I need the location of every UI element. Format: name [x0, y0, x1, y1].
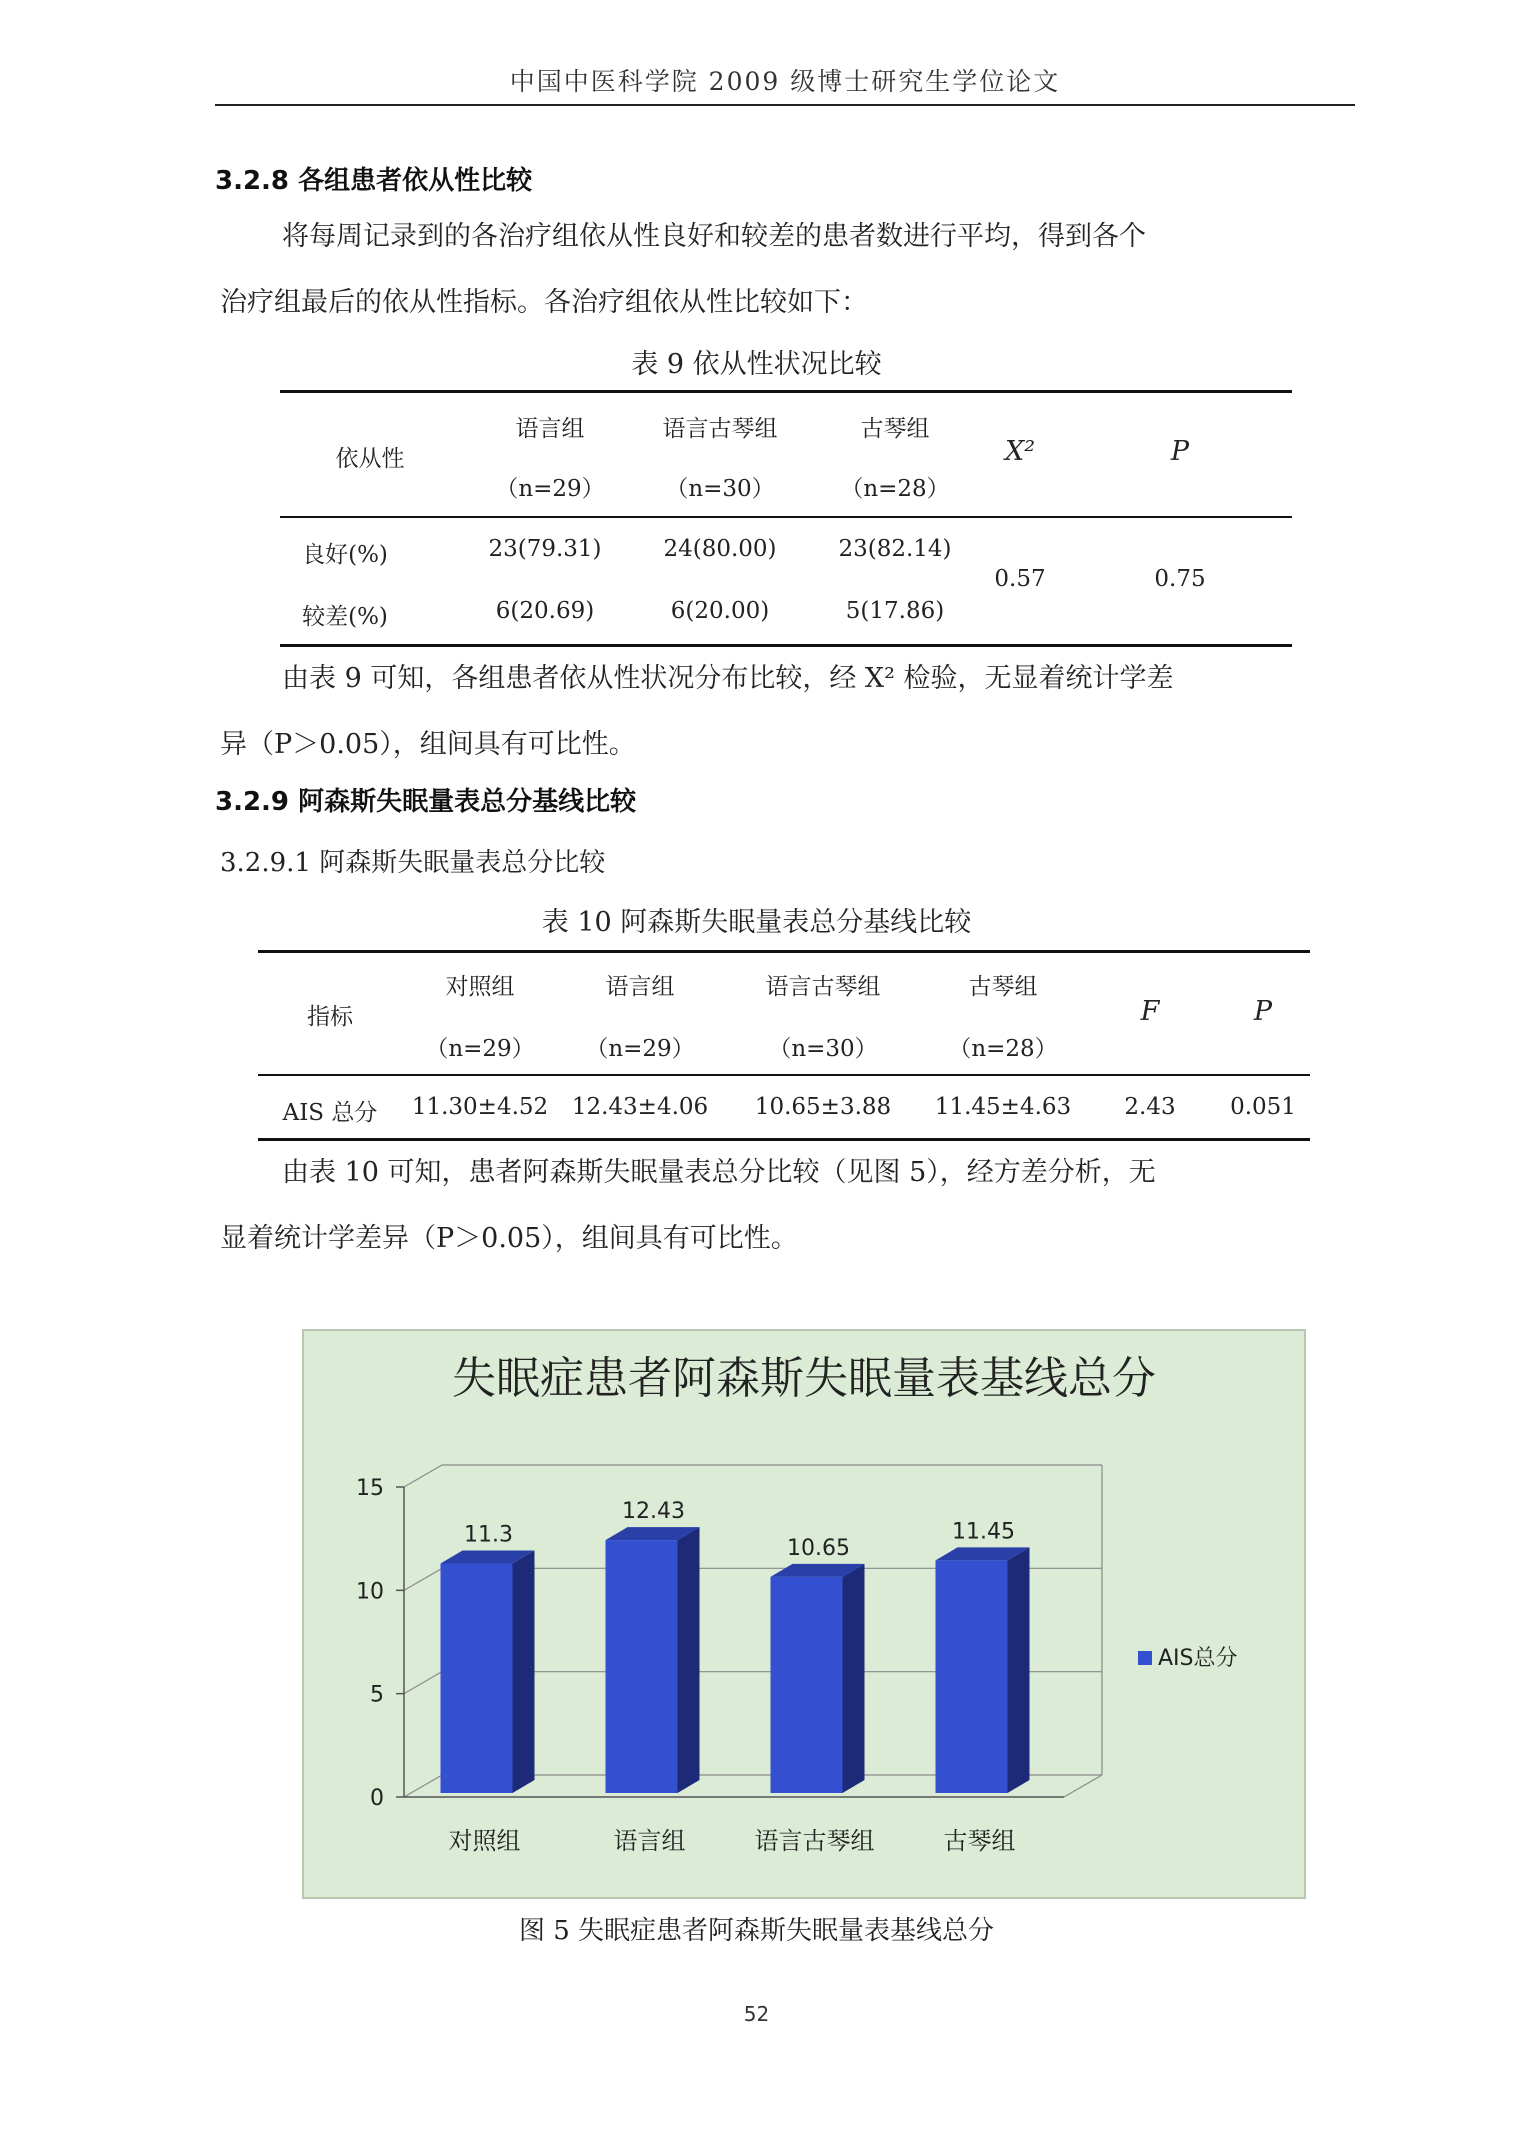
legend-swatch [1138, 1651, 1152, 1665]
legend-label: AIS总分 [1158, 1646, 1238, 1671]
table-9-cell: 6(20.69) [495, 598, 595, 624]
table-10-group-n: （n=28） [948, 1036, 1058, 1062]
x-tick-label: 语言组 [613, 1827, 686, 1855]
y-tick-label: 5 [370, 1682, 384, 1708]
x-tick-label: 古琴组 [943, 1827, 1016, 1855]
paragraph-line: 显着统计学差异（P＞0.05），组间具有可比性。 [220, 1223, 798, 1254]
table-10-row-header: 指标 [307, 1004, 353, 1030]
floor-edge [1064, 1775, 1102, 1797]
bar-chart [304, 1331, 1304, 1897]
subsection-heading-3-2-9-1: 3.2.9.1 阿森斯失眠量表总分比较 [220, 848, 606, 878]
table-9-cell: 5(17.86) [845, 598, 945, 624]
bar-side [1008, 1547, 1030, 1793]
table-10-group-n: （n=30） [768, 1036, 878, 1062]
paragraph-table-10-result [220, 1140, 1330, 1272]
table-10-group-name: 古琴组 [968, 974, 1038, 1000]
table-10-group-name: 语言组 [605, 974, 675, 1000]
table-9-group-name: 语言古琴组 [662, 416, 778, 442]
table-10-group-n: （n=29） [585, 1036, 695, 1062]
data-label: 11.3 [464, 1522, 513, 1548]
bar [936, 1560, 1008, 1793]
table-9-group-n: （n=30） [665, 476, 775, 502]
table-9-p-header: P [1170, 436, 1190, 467]
paragraph-line: 将每周记录到的各治疗组依从性良好和较差的患者数进行平均，得到各个 [282, 221, 1146, 252]
table-9-row-label: 良好(%) [302, 542, 388, 568]
table-10-f-header: F [1140, 996, 1160, 1027]
data-label: 11.45 [952, 1519, 1015, 1545]
running-header: 中国中医科学院 2009 级博士研究生学位论文 [509, 67, 1061, 96]
paragraph-table-9-result [220, 646, 1330, 778]
table-9-cell: 24(80.00) [663, 536, 777, 562]
table-10-cell: 12.43±4.06 [571, 1094, 709, 1120]
paragraph-line: 由表 9 可知，各组患者依从性状况分布比较，经 X² 检验，无显着统计学差 [282, 663, 1174, 694]
chart-container [302, 1329, 1306, 1899]
paragraph-compliance-intro [220, 204, 1330, 336]
y-tick-label: 0 [370, 1786, 384, 1811]
header-rule [215, 104, 1355, 106]
table-9-group-name: 语言组 [515, 416, 585, 442]
table-10-group-name: 对照组 [445, 974, 515, 1000]
table-9-chi-header: X² [1004, 436, 1036, 467]
table-10-p-header: P [1253, 996, 1273, 1027]
table-9-row-label: 较差(%) [302, 604, 388, 630]
y-tick-label: 15 [356, 1476, 384, 1501]
table-9-cell: 23(79.31) [488, 536, 602, 562]
paragraph-line: 由表 10 可知，患者阿森斯失眠量表总分比较（见图 5），经方差分析，无 [282, 1157, 1156, 1188]
table-10-cell: 11.30±4.52 [411, 1094, 549, 1120]
table-10-group-name: 语言古琴组 [765, 974, 881, 1000]
table-10-cell: 10.65±3.88 [754, 1094, 892, 1120]
table-10-mid-rule [258, 1074, 1310, 1076]
bar-side [843, 1564, 865, 1793]
table-9-mid-rule [280, 516, 1292, 518]
x-tick-label: 语言古琴组 [754, 1827, 875, 1855]
table-10-caption: 表 10 阿森斯失眠量表总分基线比较 [541, 907, 972, 938]
table-10-group-n: （n=29） [425, 1036, 535, 1062]
table-10-cell: 11.45±4.63 [934, 1094, 1072, 1120]
section-heading-3-2-9: 3.2.9 阿森斯失眠量表总分基线比较 [215, 787, 637, 817]
paragraph-line: 治疗组最后的依从性指标。各治疗组依从性比较如下： [220, 287, 868, 318]
table-10-p-value: 0.051 [1230, 1094, 1296, 1120]
bar [771, 1577, 843, 1793]
table-10-f-value: 2.43 [1124, 1094, 1176, 1120]
table-10-top-rule [258, 950, 1310, 953]
data-label: 12.43 [622, 1499, 685, 1525]
gridline-depth [404, 1672, 442, 1694]
table-10-row-label: AIS 总分 [282, 1100, 378, 1126]
section-heading-3-2-8: 3.2.8 各组患者依从性比较 [215, 166, 533, 196]
table-9-p-value: 0.75 [1154, 566, 1206, 592]
gridline-depth [404, 1568, 442, 1590]
table-9-group-n: （n=28） [840, 476, 950, 502]
gridline-depth [404, 1775, 442, 1797]
table-9-row-header: 依从性 [335, 446, 405, 472]
table-9-caption: 表 9 依从性状况比较 [631, 349, 882, 380]
table-9-group-n: （n=29） [495, 476, 605, 502]
table-9-cell: 23(82.14) [838, 536, 952, 562]
y-tick-label: 10 [356, 1579, 384, 1605]
table-9-cell: 6(20.00) [670, 598, 770, 624]
table-9-group-name: 古琴组 [860, 416, 930, 442]
bar-side [678, 1527, 700, 1793]
x-tick-label: 对照组 [448, 1827, 521, 1855]
data-label: 10.65 [787, 1535, 850, 1561]
table-9-chi-value: 0.57 [994, 566, 1046, 592]
bar [606, 1540, 678, 1793]
bar [441, 1563, 513, 1793]
page-number: 52 [743, 2002, 770, 2026]
paragraph-line: 异（P＞0.05），组间具有可比性。 [220, 729, 636, 760]
table-9-top-rule [280, 390, 1292, 393]
bar-side [513, 1550, 535, 1793]
chart-title: 失眠症患者阿森斯失眠量表基线总分 [452, 1353, 1156, 1404]
gridline-depth [404, 1465, 442, 1487]
figure-5-caption: 图 5 失眠症患者阿森斯失眠量表基线总分 [518, 1916, 995, 1946]
